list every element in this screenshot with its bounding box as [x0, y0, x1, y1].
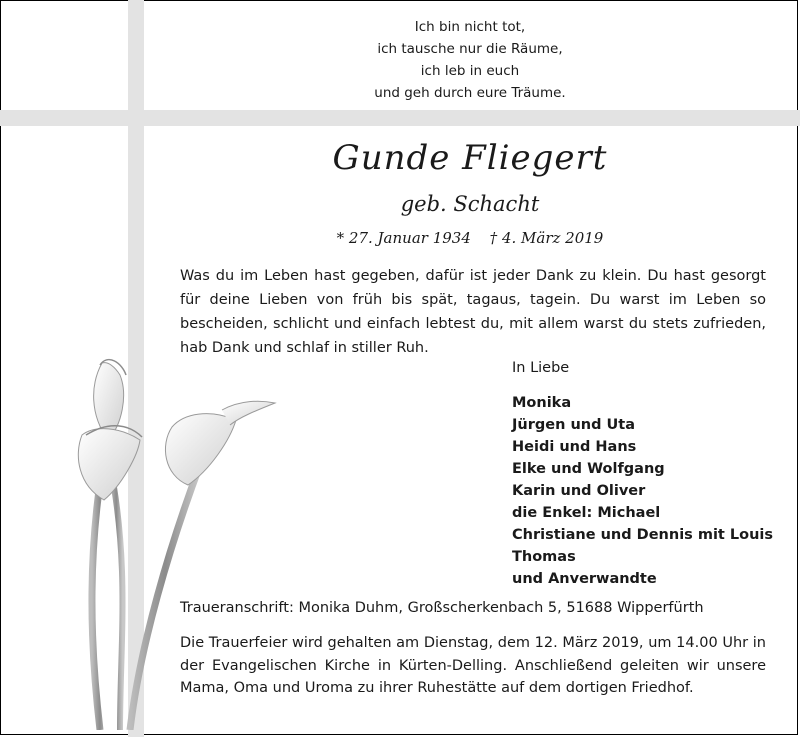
- poem-line: ich leb in euch: [420, 63, 520, 79]
- in-liebe-label: In Liebe: [512, 360, 570, 376]
- memorial-text: Was du im Leben hast gegeben, dafür ist jeder Dank zu klein. Du hast gesorgt für deine Lieben von früh bis spät, tagaus, tagein. Du warst im Leben so bescheiden, schlicht und einfach lebtest du, mit allem warst du stets zufrieden, hab Dank und schlaf in stiller Ruh.: [180, 268, 766, 356]
- death-date: † 4. März 2019: [489, 229, 604, 247]
- mourner: Elke und Wolfgang: [512, 461, 665, 477]
- calla-lily-illustration-icon: [60, 345, 290, 730]
- birth-date: * 27. Januar 1934: [336, 229, 471, 247]
- mourner: Christiane und Dennis mit Louis: [512, 527, 774, 543]
- poem-line: ich tausche nur die Räume,: [377, 41, 563, 57]
- mourner: Heidi und Hans: [512, 439, 637, 455]
- cross-graphic-horizontal: [0, 110, 800, 126]
- mourning-address: Traueranschrift: Monika Duhm, Großscherkenbach 5, 51688 Wipperfürth: [180, 600, 704, 616]
- mourner: die Enkel: Michael: [512, 505, 661, 521]
- mourner: Monika: [512, 395, 572, 411]
- funeral-service-text: Die Trauerfeier wird gehalten am Dienstag, dem 12. März 2019, um 14.00 Uhr in der Evangelischen Kirche in Kürten-Delling. Anschließend geleiten wir unsere Mama, Oma und Uroma zu ihrer Ruhestätte auf dem dortigen Friedhof.: [180, 635, 766, 696]
- mourner: Karin und Oliver: [512, 483, 646, 499]
- life-dates: [260, 229, 680, 247]
- mourners-list: [512, 392, 773, 590]
- birth-name: geb. Schacht: [400, 192, 540, 216]
- poem-line: und geh durch eure Träume.: [374, 85, 566, 101]
- mourner: Jürgen und Uta: [512, 417, 636, 433]
- mourner: Thomas: [512, 549, 576, 565]
- deceased-name: Gunde Fliegert: [332, 138, 608, 178]
- poem-line: Ich bin nicht tot,: [414, 19, 526, 35]
- mourner: und Anverwandte: [512, 571, 657, 587]
- poem: [300, 16, 640, 104]
